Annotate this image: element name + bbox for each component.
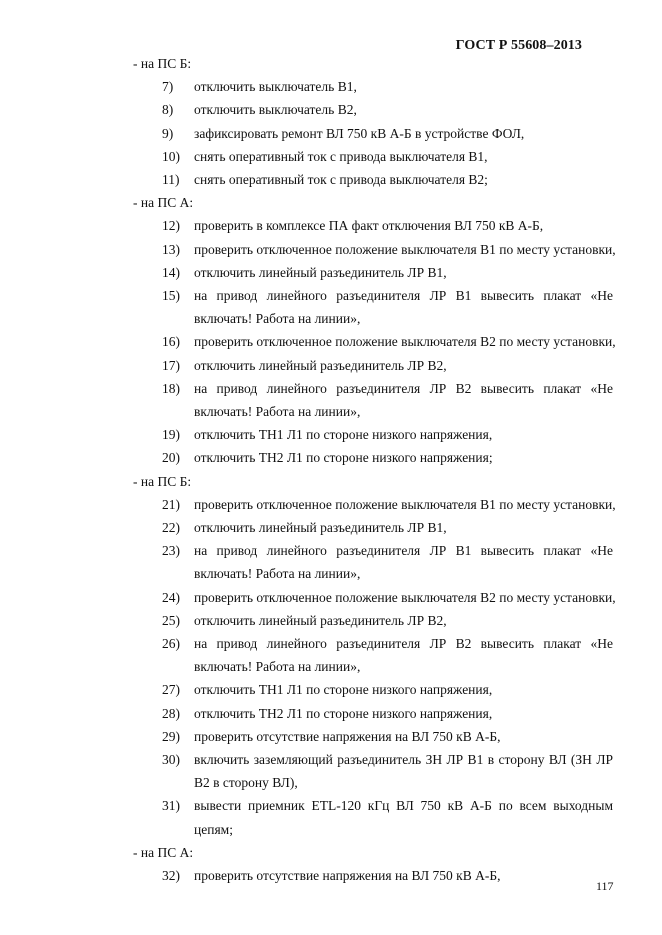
list-item-number: 27)	[162, 682, 180, 698]
list-item-number: 10)	[162, 148, 180, 164]
list-item-number: 32)	[162, 868, 180, 883]
list-item-text: отключить ТН2 Л1 по стороне низкого напряжения,	[194, 705, 493, 721]
list-item-text: снять оперативный ток с привода выключателя В2;	[194, 172, 488, 187]
list-item-number: 22)	[162, 520, 180, 535]
list-item-text: отключить линейный разъединитель ЛР В1,	[194, 264, 447, 280]
list-item-number: 11)	[162, 172, 180, 187]
list-item-number: 7)	[162, 79, 174, 95]
list-item-number: 20)	[162, 450, 180, 466]
list-item-text: зафиксировать ремонт ВЛ 750 кВ А-Б в устройстве ФОЛ,	[194, 125, 525, 141]
list-item-text: вывести приемник ETL-120 кГц ВЛ 750 кВ А-Б по всем выходным	[194, 798, 613, 814]
list-item-number: 18)	[162, 380, 180, 396]
section-heading: - на ПС Б:	[133, 56, 192, 71]
list-item-text: проверить отключенное положение выключателя В1 по месту установки,	[194, 496, 616, 512]
list-item-number: 15)	[162, 288, 180, 303]
list-item-number: 14)	[162, 264, 180, 280]
list-item-text: проверить отключенное положение выключателя В2 по месту установки,	[194, 334, 616, 350]
list-item-number: 25)	[162, 612, 180, 628]
list-item-text: на привод линейного разъединителя ЛР В2 вывесить плакат «Не	[194, 380, 613, 396]
list-item-number: 24)	[162, 589, 180, 605]
list-item-text: отключить ТН2 Л1 по стороне низкого напряжения;	[194, 450, 493, 466]
list-item-text: В2 в сторону ВЛ),	[194, 775, 298, 791]
list-item-number: 31)	[162, 798, 180, 814]
list-item-number: 26)	[162, 636, 180, 651]
list-item-number: 23)	[162, 543, 180, 559]
list-item-text: проверить отсутствие напряжения на ВЛ 750 кВ А-Б,	[194, 868, 501, 883]
list-item-number: 13)	[162, 241, 180, 257]
list-item-text: проверить отсутствие напряжения на ВЛ 750 кВ А-Б,	[194, 728, 501, 744]
list-item-number: 9)	[162, 125, 174, 141]
list-item-number: 17)	[162, 357, 180, 373]
list-item-text: отключить выключатель В2,	[194, 102, 357, 118]
page-number: 117	[596, 879, 614, 893]
list-item-text: включить заземляющий разъединитель ЗН ЛР В1 в сторону ВЛ (ЗН ЛР	[194, 752, 613, 767]
document-code: ГОСТ Р 55608–2013	[455, 38, 582, 53]
list-item-number: 16)	[162, 334, 180, 350]
list-item-number: 28)	[162, 705, 180, 721]
list-item-text: включать! Работа на линии»,	[194, 566, 361, 582]
section-heading: - на ПС А:	[133, 844, 194, 860]
list-item-text: включать! Работа на линии»,	[194, 311, 361, 327]
list-item-text: снять оперативный ток с привода выключателя В1,	[194, 148, 488, 164]
list-item-text: отключить линейный разъединитель ЛР В2,	[194, 357, 447, 373]
list-item-number: 8)	[162, 102, 174, 118]
list-item-text: проверить отключенное положение выключателя В2 по месту установки,	[194, 589, 616, 605]
list-item-text: на привод линейного разъединителя ЛР В2 вывесить плакат «Не	[194, 636, 613, 651]
section-heading: - на ПС Б:	[133, 473, 192, 489]
list-item-number: 12)	[162, 218, 180, 234]
list-item-text: цепям;	[194, 821, 233, 837]
list-item-text: отключить выключатель В1,	[194, 79, 357, 95]
list-item-text: включать! Работа на линии»,	[194, 659, 361, 675]
list-item-text: проверить в комплексе ПА факт отключения ВЛ 750 кВ А-Б,	[194, 218, 544, 234]
list-item-number: 29)	[162, 728, 180, 744]
list-item-number: 21)	[162, 496, 180, 512]
list-item-text: включать! Работа на линии»,	[194, 404, 361, 419]
list-item-text: проверить отключенное положение выключателя В1 по месту установки,	[194, 241, 616, 257]
section-heading: - на ПС А:	[133, 195, 194, 211]
list-item-text: отключить ТН1 Л1 по стороне низкого напряжения,	[194, 682, 493, 698]
list-item-text: отключить линейный разъединитель ЛР В1,	[194, 520, 447, 535]
list-item-text: на привод линейного разъединителя ЛР В1 вывесить плакат «Не	[194, 543, 613, 559]
list-item-text: отключить ТН1 Л1 по стороне низкого напряжения,	[194, 427, 493, 443]
list-item-text: на привод линейного разъединителя ЛР В1 вывесить плакат «Не	[194, 288, 613, 303]
list-item-number: 19)	[162, 427, 180, 443]
list-item-text: отключить линейный разъединитель ЛР В2,	[194, 612, 447, 628]
list-item-number: 30)	[162, 752, 180, 767]
